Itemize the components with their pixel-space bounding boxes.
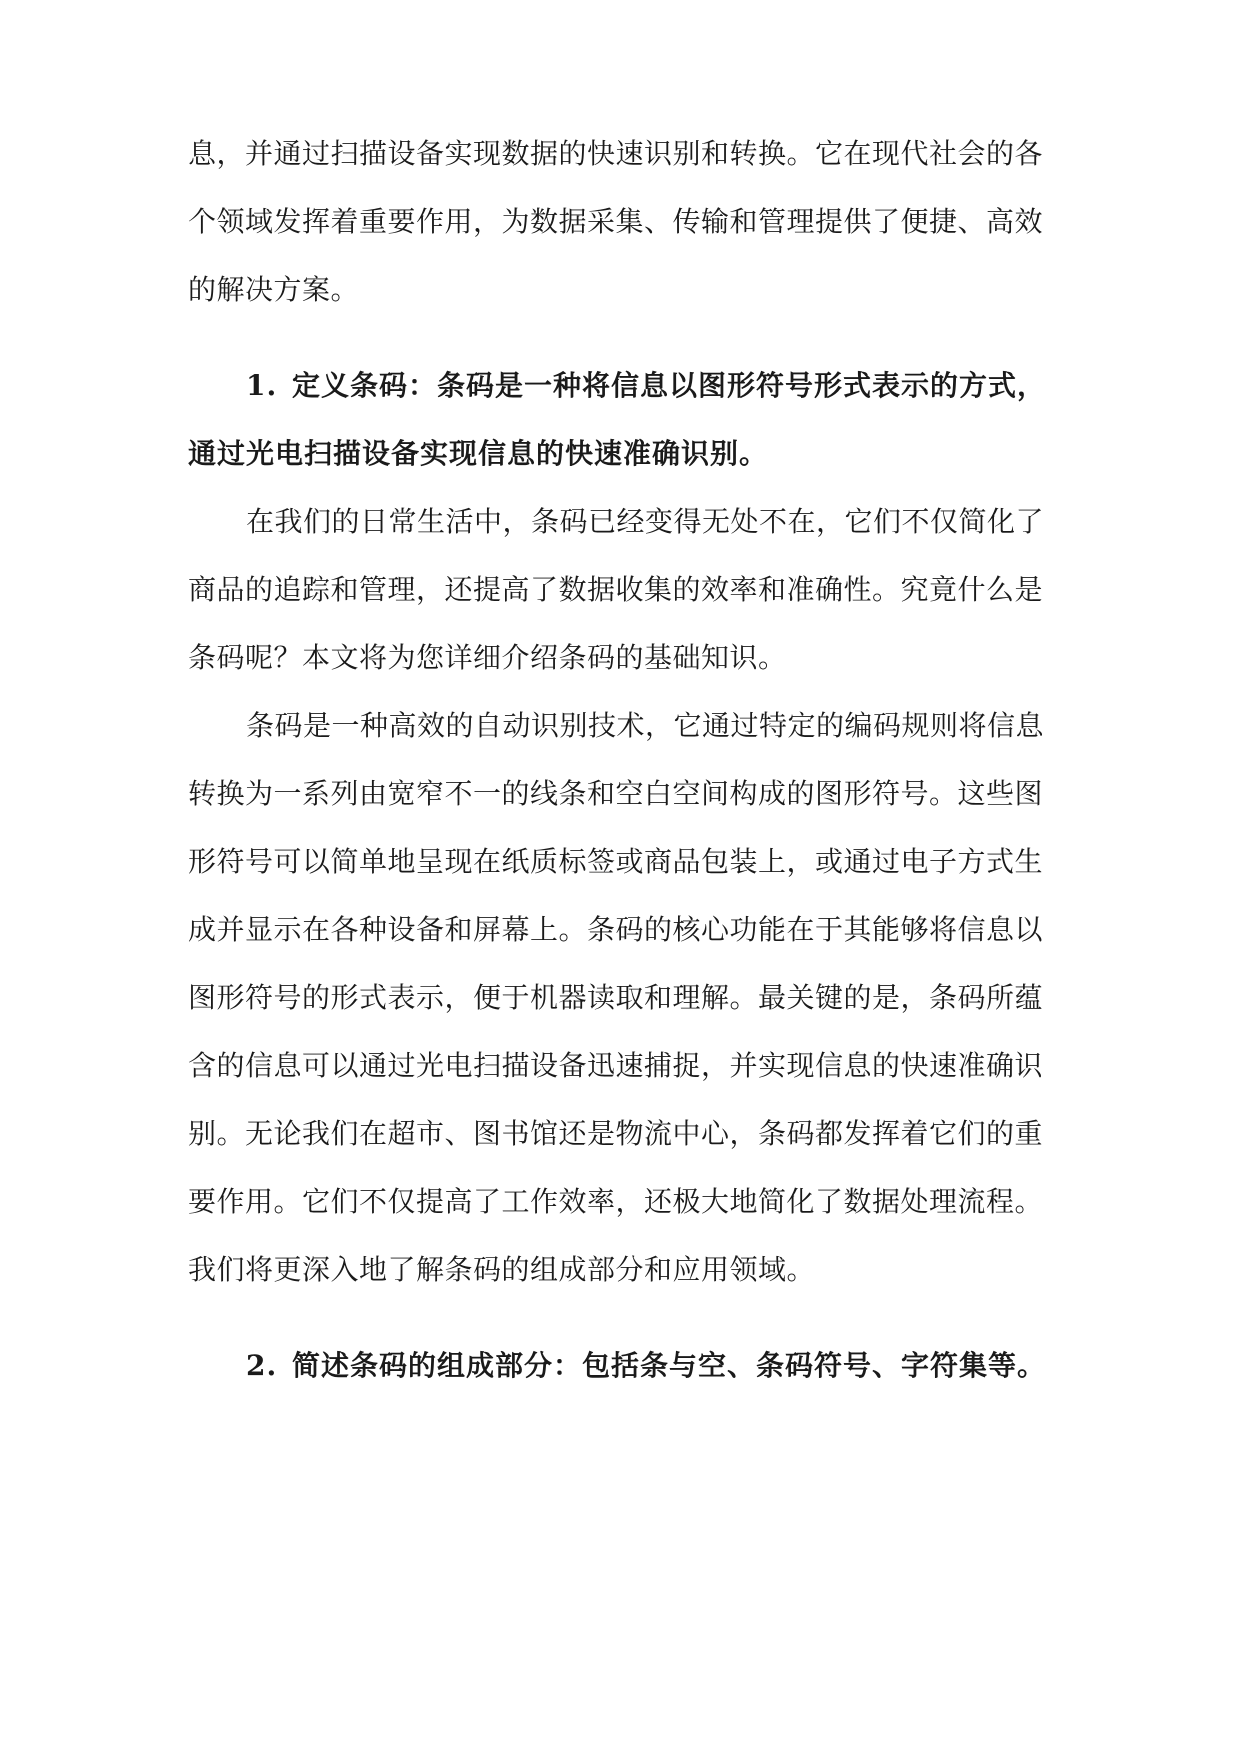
para-2-line-9: 我们将更深入地了解条码的组成部分和应用领域。 xyxy=(188,1253,816,1286)
section-1-heading xyxy=(246,366,1046,406)
section-2-number: 2. xyxy=(246,1349,278,1382)
para-2-line-8: 要作用。它们不仅提高了工作效率，还极大地简化了数据处理流程。 xyxy=(188,1185,1044,1218)
para-1-line-2: 商品的追踪和管理，还提高了数据收集的效率和准确性。究竟什么是 xyxy=(188,573,1044,606)
intro-line-3: 的解决方案。 xyxy=(188,273,360,306)
section-2-heading-text: 简述条码的组成部分：包括条与空、条码符号、字符集等。 xyxy=(292,1349,1047,1382)
para-2-line-6: 含的信息可以通过光电扫描设备迅速捕捉，并实现信息的快速准确识 xyxy=(188,1049,1044,1082)
para-2-line-4: 成并显示在各种设备和屏幕上。条码的核心功能在于其能够将信息以 xyxy=(188,913,1044,946)
para-2-line-1: 条码是一种高效的自动识别技术，它通过特定的编码规则将信息 xyxy=(246,709,1045,742)
section-1-number: 1. xyxy=(246,369,278,402)
section-1-heading-line-2: 通过光电扫描设备实现信息的快速准确识别。 xyxy=(188,437,769,470)
section-1-heading-line-1: 定义条码：条码是一种将信息以图形符号形式表示的方式， xyxy=(292,369,1047,402)
para-1-line-1: 在我们的日常生活中，条码已经变得无处不在，它们不仅简化了 xyxy=(246,505,1045,538)
para-1-line-3: 条码呢？本文将为您详细介绍条码的基础知识。 xyxy=(188,641,787,674)
para-2-line-3: 形符号可以简单地呈现在纸质标签或商品包装上，或通过电子方式生 xyxy=(188,845,1044,878)
intro-line-2: 个领域发挥着重要作用，为数据采集、传输和管理提供了便捷、高效 xyxy=(188,205,1044,238)
section-2-heading xyxy=(246,1346,1046,1386)
para-2-line-7: 别。无论我们在超市、图书馆还是物流中心，条码都发挥着它们的重 xyxy=(188,1117,1044,1150)
para-2-line-2: 转换为一系列由宽窄不一的线条和空白空间构成的图形符号。这些图 xyxy=(188,777,1044,810)
intro-line-1: 息，并通过扫描设备实现数据的快速识别和转换。它在现代社会的各 xyxy=(188,137,1044,170)
para-2-line-5: 图形符号的形式表示，便于机器读取和理解。最关键的是，条码所蕴 xyxy=(188,981,1044,1014)
